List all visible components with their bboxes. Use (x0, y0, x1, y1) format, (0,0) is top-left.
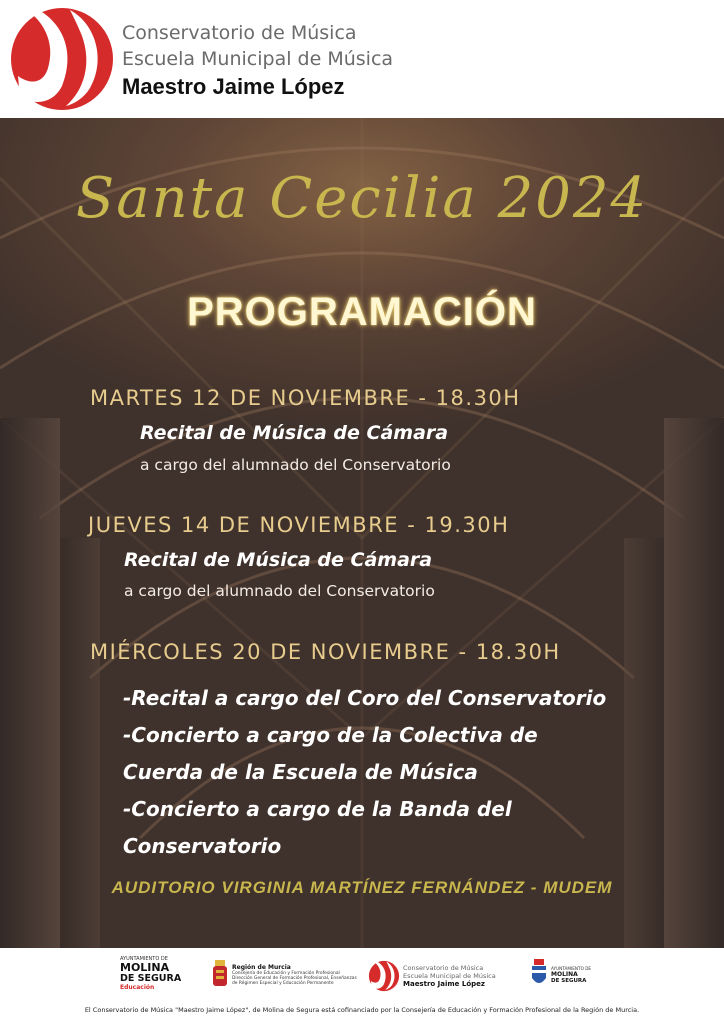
molina-small: AYUNTAMIENTO DE (120, 956, 168, 962)
event-2-title: Recital de Música de Cámara (124, 549, 433, 571)
org-line-1: Conservatorio de Música (122, 22, 357, 44)
event-3-date: MIÉRCOLES 20 DE NOVIEMBRE - 18.30H (90, 640, 561, 664)
ayto-l1: AYUNTAMIENTO DE (551, 966, 592, 971)
conserv-l1: Conservatorio de Música (403, 964, 484, 972)
event-1-title: Recital de Música de Cámara (140, 422, 449, 444)
header (0, 0, 724, 118)
conservatorio-small-text (403, 964, 496, 988)
molina-name1: MOLINA (120, 961, 170, 974)
molina-dept: Educación (120, 984, 155, 991)
event-3-line-2: -Concierto a cargo de la Colectiva de (123, 723, 538, 747)
molina-educacion-logo (120, 956, 194, 991)
organization-name (122, 20, 393, 102)
venue: AUDITORIO VIRGINIA MARTÍNEZ FERNÁNDEZ - MUDEM (111, 878, 613, 897)
region-l2: Dirección General de Formación Profesional, Enseñanzas (232, 976, 357, 981)
region-l1: Consejería de Educación y Formación Profesional (232, 971, 340, 976)
event-2-date: JUEVES 14 DE NOVIEMBRE - 19.30H (88, 513, 510, 537)
ayto-l3: DE SEGURA (551, 978, 587, 984)
programacion-heading: PROGRAMACIÓN (187, 290, 537, 334)
org-line-3: Maestro Jaime López (122, 74, 345, 99)
event-3-line-4: -Concierto a cargo de la Banda del (123, 797, 512, 821)
molina-name2: DE SEGURA (120, 973, 182, 984)
poster (0, 118, 724, 948)
conservatorio-small-logo-icon (368, 960, 400, 992)
funding-caption: El Conservatorio de Música "Maestro Jaime López", de Molina de Segura está cofinanciado por la Consejería de Educación y Formación Profesional de la Región de Murcia. (84, 1006, 640, 1014)
org-line-2: Escuela Municipal de Música (122, 48, 394, 70)
region-l3: de Régimen Especial y Educación Permanente (232, 981, 334, 986)
event-3-line-3: Cuerda de la Escuela de Música (123, 760, 478, 784)
ayto-l2: MOLINA (551, 971, 578, 978)
event-3-line-5: Conservatorio (123, 834, 282, 858)
footer (0, 948, 724, 1024)
region-murcia-crest-icon (212, 960, 228, 988)
conserv-l3: Maestro Jaime López (403, 980, 485, 988)
conserv-l2: Escuela Municipal de Música (403, 972, 496, 980)
region-name: Región de Murcia (232, 964, 291, 971)
region-murcia-text (232, 964, 357, 986)
event-3-line-1: -Recital a cargo del Coro del Conservatorio (123, 686, 607, 710)
event-1-date: MARTES 12 DE NOVIEMBRE - 18.30H (90, 386, 521, 410)
ayuntamiento-text (551, 966, 591, 984)
event-title: Santa Cecilia 2024 (75, 166, 649, 231)
event-2-subtitle: a cargo del alumnado del Conservatorio (124, 582, 435, 600)
ayuntamiento-crest-icon (530, 958, 548, 988)
event-1-subtitle: a cargo del alumnado del Conservatorio (140, 456, 451, 474)
conservatorio-logo (8, 6, 116, 112)
